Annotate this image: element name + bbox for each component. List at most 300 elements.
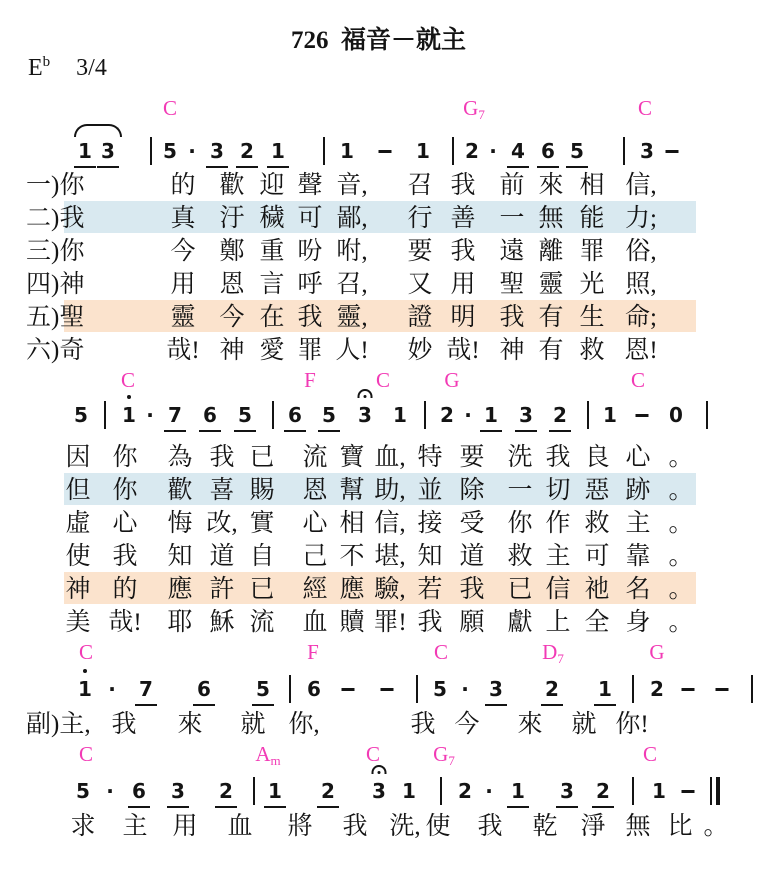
note-digit: 1	[511, 779, 525, 803]
note-digit: 7	[139, 677, 153, 701]
lyric-syllable: 美	[65, 609, 91, 636]
lyric-syllable: 神	[59, 271, 85, 298]
lyric-syllable: 我	[111, 711, 137, 738]
barline	[323, 137, 325, 165]
lyric-syllable: 我	[342, 813, 368, 840]
duration-dash	[682, 790, 695, 793]
lyric-syllable: 知	[417, 543, 443, 570]
lyric-syllable: 名	[625, 576, 651, 603]
chord-label: $A_m$	[255, 742, 281, 768]
lyric-syllable: 離	[538, 238, 564, 265]
note-digit: 1	[122, 403, 136, 427]
lyric-syllable: 遠	[499, 238, 525, 265]
barline	[632, 777, 634, 805]
lyric-syllable: 來	[538, 172, 564, 199]
note-digit: 1	[603, 403, 617, 427]
lyric-syllable: 主	[625, 510, 651, 537]
note-digit: 3	[101, 139, 115, 163]
lyric-syllable: 良	[584, 444, 610, 471]
lyric-syllable: 血	[227, 813, 253, 840]
lyric-syllable: 要	[459, 444, 485, 471]
barline	[104, 401, 106, 429]
lyric-syllable: 贖	[339, 609, 365, 636]
lyric-syllable: 有	[538, 337, 564, 364]
lyric-syllable: 主	[122, 813, 148, 840]
note-digit: 4	[511, 139, 525, 163]
chord-label: C	[642, 742, 658, 766]
barline	[416, 675, 418, 703]
chord-label: C	[433, 640, 449, 664]
lyric-syllable: 能	[579, 205, 605, 232]
note-digit: 5	[433, 677, 447, 701]
barline	[751, 675, 753, 703]
lyric-syllable: 我	[499, 304, 525, 331]
note-digit: 2	[219, 779, 233, 803]
lyric-syllable: 但	[65, 477, 91, 504]
lyric-syllable: 上	[545, 609, 571, 636]
note-digit: 5	[570, 139, 584, 163]
lyric-syllable: 來	[177, 711, 203, 738]
lyric-syllable: 願	[459, 609, 485, 636]
dot-after-note: ·	[485, 779, 493, 803]
verse-label: 一)	[26, 172, 60, 199]
lyric-syllable: 惡	[584, 477, 610, 504]
chord-label: C	[637, 96, 653, 120]
lyric-syllable: 來	[517, 711, 543, 738]
duration-dash	[716, 688, 729, 691]
note-digit: 6	[132, 779, 146, 803]
lyric-syllable: 我	[459, 576, 485, 603]
lyric-syllable: 應	[339, 576, 365, 603]
note-digit: 3	[519, 403, 533, 427]
lyric-syllable: 罪	[297, 337, 323, 364]
note-digit: 1	[78, 139, 92, 163]
note-digit: 3	[171, 779, 185, 803]
time-signature: 3/4	[76, 55, 107, 81]
chord-subscript: m	[270, 753, 281, 768]
lyric-syllable: 乾	[532, 813, 558, 840]
flat-symbol: b	[42, 54, 51, 70]
lyric-syllable: 將	[287, 813, 313, 840]
lyric-syllable: 呼	[297, 271, 323, 298]
lyric-syllable: 聲	[297, 172, 323, 199]
lyric-syllable: 我	[545, 444, 571, 471]
duration-dash	[381, 688, 394, 691]
lyric-syllable: 善	[450, 205, 476, 232]
lyric-syllable: 神	[65, 576, 91, 603]
lyric-syllable: 相	[339, 510, 365, 537]
lyric-syllable: 主	[545, 543, 571, 570]
note-digit: 6	[197, 677, 211, 701]
lyric-syllable: 一	[507, 477, 533, 504]
note-digit: 1	[393, 403, 407, 427]
lyric-syllable: 神	[499, 337, 525, 364]
lyric-syllable: 心	[625, 444, 651, 471]
lyric-syllable: 驗,	[374, 576, 406, 603]
note-digit: 1	[484, 403, 498, 427]
lyric-syllable: 知	[167, 543, 193, 570]
dot-after-note: ·	[489, 139, 497, 163]
verse-label: 六)	[26, 337, 60, 364]
lyric-syllable: 咐,	[336, 238, 368, 265]
note-digit: 2	[321, 779, 335, 803]
lyric-syllable: 要	[407, 238, 433, 265]
lyric-syllable: 改,	[206, 510, 238, 537]
lyric-syllable: 已	[249, 444, 275, 471]
lyric-syllable: 哉!	[166, 337, 200, 364]
lyric-syllable: 救	[579, 337, 605, 364]
lyric-syllable: 耶	[167, 609, 193, 636]
dot-after-note: ·	[464, 403, 472, 427]
note-digit: 5	[238, 403, 252, 427]
lyric-syllable: 因	[65, 444, 91, 471]
lyric-syllable: 鄙,	[336, 205, 368, 232]
lyric-syllable: 我	[209, 444, 235, 471]
lyric-syllable: 我	[450, 172, 476, 199]
lyric-syllable: 靈	[538, 271, 564, 298]
note-digit: 6	[203, 403, 217, 427]
note-digit: 2	[440, 403, 454, 427]
lyric-syllable: 光	[579, 271, 605, 298]
barline	[150, 137, 152, 165]
lyric-syllable: 你	[59, 172, 85, 199]
lyric-syllable: 賜	[249, 477, 275, 504]
note-digit: 3	[489, 677, 503, 701]
chord-label: $G_7$	[463, 96, 485, 122]
lyric-syllable: 生	[579, 304, 605, 331]
chord-label: F	[304, 368, 316, 392]
dot-after-note: ·	[108, 677, 116, 701]
lyric-syllable: 聖	[59, 304, 85, 331]
lyric-syllable: 明	[450, 304, 476, 331]
lyric-syllable: 信,	[374, 510, 406, 537]
lyric-syllable: 歡	[167, 477, 193, 504]
lyric-syllable: 你!	[615, 711, 649, 738]
lyric-syllable: 的	[170, 172, 196, 199]
lyric-syllable: 應	[167, 576, 193, 603]
lyric-syllable: 若	[417, 576, 443, 603]
note-digit: 2	[465, 139, 479, 163]
lyric-syllable: 就	[571, 711, 597, 738]
note-digit: 3	[640, 139, 654, 163]
lyric-syllable: 今	[219, 304, 245, 331]
note-digit: 2	[545, 677, 559, 701]
final-barline-thick	[716, 777, 720, 805]
slur-arc	[74, 124, 122, 137]
lyric-syllable: 。	[668, 444, 694, 471]
lyric-syllable: 重	[259, 238, 285, 265]
lyric-syllable: 。	[703, 813, 729, 840]
lyric-syllable: 並	[417, 477, 443, 504]
final-barline-thin	[710, 777, 712, 805]
note-digit: 6	[541, 139, 555, 163]
lyric-syllable: 寶	[339, 444, 365, 471]
lyric-syllable: 。	[668, 477, 694, 504]
chord-label: F	[307, 640, 319, 664]
lyric-syllable: 可	[297, 205, 323, 232]
chord-label: C	[78, 640, 94, 664]
lyric-syllable: 人!	[335, 337, 369, 364]
note-digit: 0	[669, 403, 683, 427]
barline	[424, 401, 426, 429]
barline	[706, 401, 708, 429]
lyric-syllable: 你	[112, 477, 138, 504]
lyric-syllable: 神	[219, 337, 245, 364]
lyric-syllable: 鄭	[219, 238, 245, 265]
note-digit: 3	[210, 139, 224, 163]
lyric-syllable: 你	[59, 238, 85, 265]
chord-label: $G_7$	[433, 742, 455, 768]
barline	[452, 137, 454, 165]
chord-label: C	[120, 368, 136, 392]
key-signature	[28, 54, 107, 82]
lyric-syllable: 恩!	[624, 337, 658, 364]
note-digit: 5	[76, 779, 90, 803]
chord-label: $D_7$	[542, 640, 564, 666]
chord-label: G	[444, 368, 460, 392]
chord-subscript: 7	[557, 651, 564, 666]
barline	[253, 777, 255, 805]
dot-after-note: ·	[146, 403, 154, 427]
lyric-syllable: 音,	[336, 172, 368, 199]
lyric-syllable: 幫	[339, 477, 365, 504]
lyric-syllable: 作	[545, 510, 571, 537]
lyric-syllable: 汙	[219, 205, 245, 232]
lyric-syllable: 經	[302, 576, 328, 603]
lyric-syllable: 接	[417, 510, 443, 537]
lyric-syllable: 助,	[374, 477, 406, 504]
lyric-syllable: 已	[249, 576, 275, 603]
lyric-syllable: 吩	[297, 238, 323, 265]
lyric-syllable: 有	[538, 304, 564, 331]
lyric-syllable: 證	[407, 304, 433, 331]
lyric-syllable: 用	[170, 271, 196, 298]
lyric-syllable: 身	[625, 609, 651, 636]
lyric-syllable: 真	[170, 205, 196, 232]
dot-after-note: ·	[188, 139, 196, 163]
verse-label: 二)	[26, 205, 60, 232]
lyric-syllable: 不	[339, 543, 365, 570]
note-digit: 2	[458, 779, 472, 803]
lyric-syllable: 全	[584, 609, 610, 636]
lyric-syllable: 今	[454, 711, 480, 738]
lyric-syllable: 淨	[580, 813, 606, 840]
hymn-title: 726 福音－就主	[290, 27, 466, 54]
note-digit: 1	[340, 139, 354, 163]
lyric-syllable: 使	[65, 543, 91, 570]
lyric-syllable: 召	[407, 172, 433, 199]
lyric-syllable: 我	[410, 711, 436, 738]
duration-dash	[342, 688, 355, 691]
lyric-syllable: 我	[477, 813, 503, 840]
lyric-syllable: 相	[579, 172, 605, 199]
barline	[623, 137, 625, 165]
chord-label: C	[162, 96, 178, 120]
note-digit: 1	[598, 677, 612, 701]
verse-label: 三)	[26, 238, 60, 265]
lyric-syllable: 已	[507, 576, 533, 603]
lyric-syllable: 切	[545, 477, 571, 504]
lyric-syllable: 愛	[259, 337, 285, 364]
lyric-syllable: 言	[259, 271, 285, 298]
note-digit: 7	[168, 403, 182, 427]
lyric-syllable: 靈	[170, 304, 196, 331]
lyric-syllable: 穢	[259, 205, 285, 232]
verse-label: 四)	[26, 271, 60, 298]
lyric-syllable: 受	[459, 510, 485, 537]
dot-after-note: ·	[461, 677, 469, 701]
note-digit: 5	[163, 139, 177, 163]
note-digit: 1	[271, 139, 285, 163]
lyric-syllable: 你	[112, 444, 138, 471]
lyric-syllable: 照,	[625, 271, 657, 298]
verse-label: 副)	[26, 711, 60, 738]
lyric-syllable: 就	[240, 711, 266, 738]
lyric-syllable: 道	[459, 543, 485, 570]
duration-dash	[379, 150, 392, 153]
lyric-syllable: 我	[297, 304, 323, 331]
lyric-syllable: 行	[407, 205, 433, 232]
lyric-syllable: 哉!	[446, 337, 480, 364]
lyric-syllable: 我	[59, 205, 85, 232]
note-digit: 5	[74, 403, 88, 427]
lyric-syllable: 力;	[625, 205, 657, 232]
note-digit: 1	[78, 677, 92, 701]
lyric-syllable: 許	[209, 576, 235, 603]
lyric-syllable: 哉!	[108, 609, 142, 636]
lyric-syllable: 召,	[336, 271, 368, 298]
barline	[632, 675, 634, 703]
lyric-syllable: 洗	[507, 444, 533, 471]
lyric-syllable: 靠	[625, 543, 651, 570]
lyric-syllable: 我	[417, 609, 443, 636]
lyric-syllable: 救	[584, 510, 610, 537]
lyric-syllable: 救	[507, 543, 533, 570]
barline	[272, 401, 274, 429]
lyric-syllable: 特	[417, 444, 443, 471]
lyric-syllable: 恩	[219, 271, 245, 298]
lyric-syllable: 虛	[65, 510, 91, 537]
note-digit: 1	[268, 779, 282, 803]
lyric-syllable: 在	[259, 304, 285, 331]
note-digit: 1	[652, 779, 666, 803]
lyric-syllable: 洗,	[389, 813, 421, 840]
lyric-syllable: 的	[112, 576, 138, 603]
lyric-syllable: 跡	[625, 477, 651, 504]
note-digit: 1	[416, 139, 430, 163]
lyric-syllable: 己	[302, 543, 328, 570]
chord-label: C	[78, 742, 94, 766]
chord-label: C	[375, 368, 391, 392]
chord-subscript: 7	[478, 107, 485, 122]
lyric-syllable: 心	[302, 510, 328, 537]
chord-label: G	[649, 640, 665, 664]
lyric-syllable: 我	[112, 543, 138, 570]
note-digit: 3	[560, 779, 574, 803]
lyric-syllable: 悔	[167, 510, 193, 537]
lyric-syllable: 無	[625, 813, 651, 840]
lyric-syllable: 我	[450, 238, 476, 265]
lyric-syllable: 血	[302, 609, 328, 636]
lyric-syllable: 無	[538, 205, 564, 232]
lyric-syllable: 心	[112, 510, 138, 537]
note-digit: 2	[596, 779, 610, 803]
lyric-syllable: 。	[668, 543, 694, 570]
lyric-syllable: 。	[668, 576, 694, 603]
lyric-syllable: 自	[249, 543, 275, 570]
lyric-syllable: 又	[407, 271, 433, 298]
lyric-syllable: 命;	[625, 304, 657, 331]
lyric-syllable: 罪!	[373, 609, 407, 636]
duration-dash	[682, 688, 695, 691]
lyric-syllable: 祂	[584, 576, 610, 603]
lyric-syllable: 用	[172, 813, 198, 840]
lyric-syllable: 為	[167, 444, 193, 471]
lyric-syllable: 流	[249, 609, 275, 636]
barline	[587, 401, 589, 429]
lyric-syllable: 俗,	[625, 238, 657, 265]
lyric-syllable: 。	[668, 510, 694, 537]
lyric-syllable: 流	[302, 444, 328, 471]
duration-dash	[636, 414, 649, 417]
note-digit: 2	[553, 403, 567, 427]
lyric-syllable: 今	[170, 238, 196, 265]
note-digit: 1	[402, 779, 416, 803]
lyric-syllable: 靈,	[336, 304, 368, 331]
lyric-syllable: 信	[545, 576, 571, 603]
note-digit: 5	[256, 677, 270, 701]
lyric-syllable: 。	[668, 609, 694, 636]
lyric-syllable: 喜	[209, 477, 235, 504]
note-digit: 2	[650, 677, 664, 701]
lyric-syllable: 歡	[219, 172, 245, 199]
verse-label: 五)	[26, 304, 60, 331]
lyric-syllable: 實	[249, 510, 275, 537]
note-digit-fermata: 3	[358, 403, 372, 427]
chord-subscript: 7	[448, 753, 455, 768]
lyric-syllable: 主,	[59, 711, 91, 738]
note-digit: 6	[288, 403, 302, 427]
lyric-syllable: 妙	[407, 337, 433, 364]
lyric-syllable: 聖	[499, 271, 525, 298]
chord-label: C	[630, 368, 646, 392]
lyric-syllable: 罪	[579, 238, 605, 265]
lyric-syllable: 迎	[259, 172, 285, 199]
lyric-syllable: 奇	[59, 337, 85, 364]
lyric-syllable: 恩	[302, 477, 328, 504]
lyric-syllable: 求	[70, 813, 96, 840]
note-digit: 2	[240, 139, 254, 163]
lyric-syllable: 血,	[374, 444, 406, 471]
barline	[440, 777, 442, 805]
lyric-syllable: 穌	[209, 609, 235, 636]
lyric-syllable: 信,	[625, 172, 657, 199]
duration-dash	[666, 150, 679, 153]
note-digit: 6	[307, 677, 321, 701]
key-tonic: E	[28, 55, 43, 81]
lyric-syllable: 用	[450, 271, 476, 298]
lyric-syllable: 可	[584, 543, 610, 570]
lyric-syllable: 除	[459, 477, 485, 504]
chord-label: C	[365, 742, 381, 766]
lyric-syllable: 堪,	[374, 543, 406, 570]
lyric-syllable: 獻	[507, 609, 533, 636]
lyric-syllable: 一	[499, 205, 525, 232]
dot-after-note: ·	[106, 779, 114, 803]
lyric-syllable: 比	[667, 813, 693, 840]
lyric-syllable: 使	[425, 813, 451, 840]
note-digit-fermata: 3	[372, 779, 386, 803]
